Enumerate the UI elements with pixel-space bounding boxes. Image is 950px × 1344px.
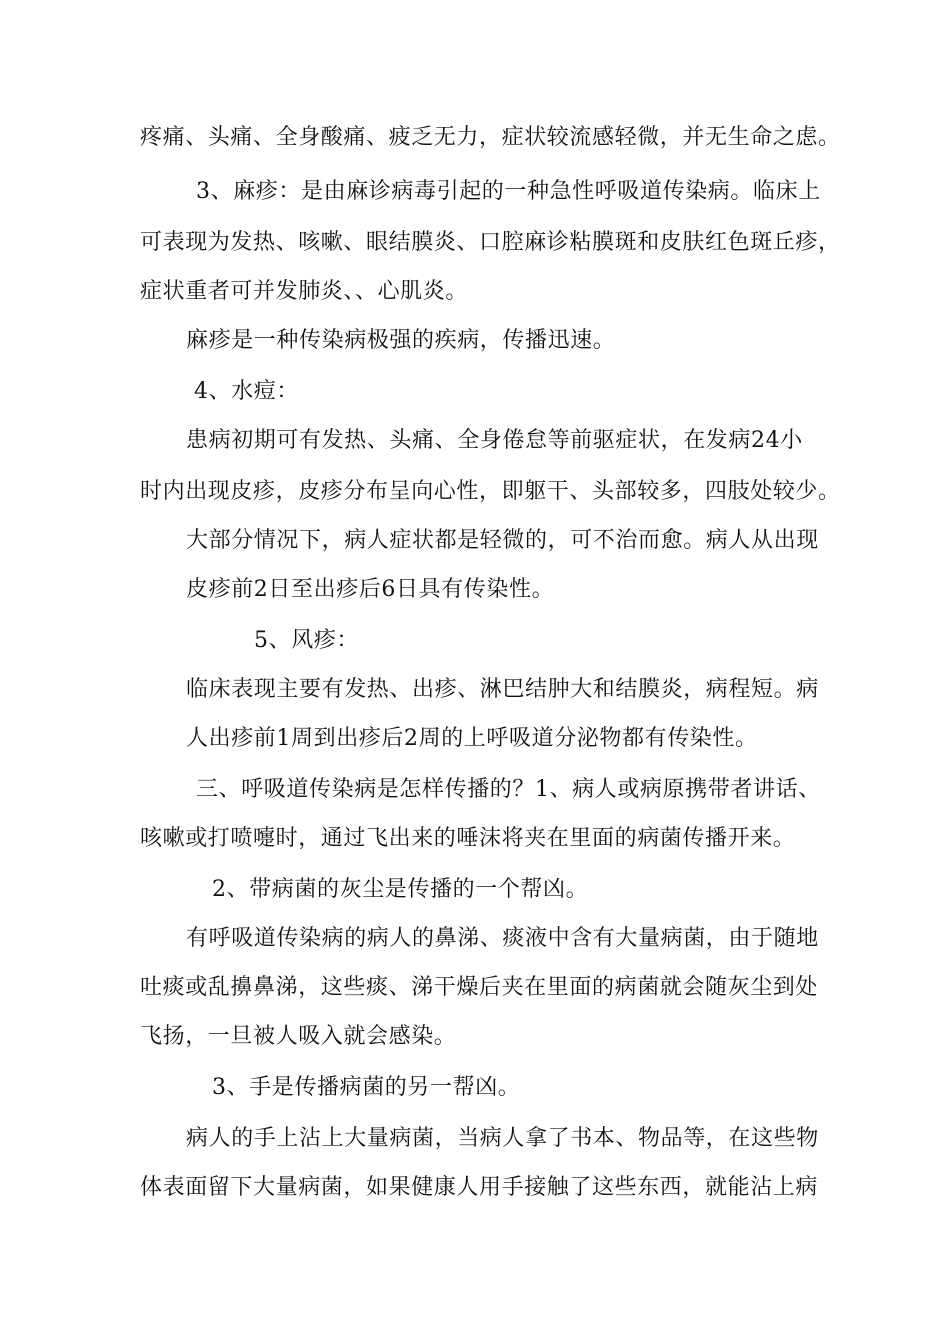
text-line: 2、带病菌的灰尘是传播的一个帮凶。: [212, 877, 589, 902]
text-line: 可表现为发热、咳嗽、眼结膜炎、口腔麻诊粘膜斑和皮肤红色斑丘疹，: [140, 230, 841, 255]
text-line: 疼痛、头痛、全身酸痛、疲乏无力，症状较流感轻微，并无生命之虑。: [140, 125, 841, 150]
text-line: 3、麻疹：是由麻诊病毒引起的一种急性呼吸道传染病。临床上: [196, 179, 821, 204]
text-line: 患病初期可有发热、头痛、全身倦怠等前驱症状，在发病24小: [186, 428, 803, 453]
text-line: 3、手是传播病菌的另一帮凶。: [212, 1075, 521, 1100]
text-line: 麻疹是一种传染病极强的疾病，传播迅速。: [186, 328, 616, 353]
text-line: 咳嗽或打喷嚏时，通过飞出来的唾沫将夹在里面的病菌传播开来。: [140, 826, 796, 851]
text-line: 症状重者可并发肺炎、、心肌炎。: [140, 279, 469, 304]
text-line: 三、呼吸道传染病是怎样传播的？1、病人或病原携带者讲话、: [196, 777, 821, 802]
text-line: 飞扬，一旦被人吸入就会感染。: [140, 1024, 457, 1049]
text-line: 4、水痘：: [194, 379, 299, 404]
text-line: 有呼吸道传染病的病人的鼻涕、痰液中含有大量病菌，由于随地: [186, 926, 819, 951]
text-line: 人出疹前1周到出疹后2周的上呼吸道分泌物都有传染性。: [186, 726, 758, 751]
text-line: 病人的手上沾上大量病菌，当病人拿了书本、物品等，在这些物: [186, 1126, 819, 1151]
text-line: 5、风疹：: [254, 628, 359, 653]
text-line: 时内出现皮疹，皮疹分布呈向心性，即躯干、头部较多，四肢处较少。: [140, 479, 841, 504]
text-line: 体表面留下大量病菌，如果健康人用手接触了这些东西，就能沾上病: [140, 1175, 819, 1200]
text-line: 吐痰或乱擤鼻涕，这些痰、涕干燥后夹在里面的病菌就会随灰尘到处: [140, 975, 819, 1000]
text-line: 临床表现主要有发热、出疹、淋巴结肿大和结膜炎，病程短。病: [186, 677, 819, 702]
text-line: 皮疹前2日至出疹后6日具有传染性。: [186, 577, 555, 602]
text-line: 大部分情况下，病人症状都是轻微的，可不治而愈。病人从出现: [186, 528, 819, 553]
